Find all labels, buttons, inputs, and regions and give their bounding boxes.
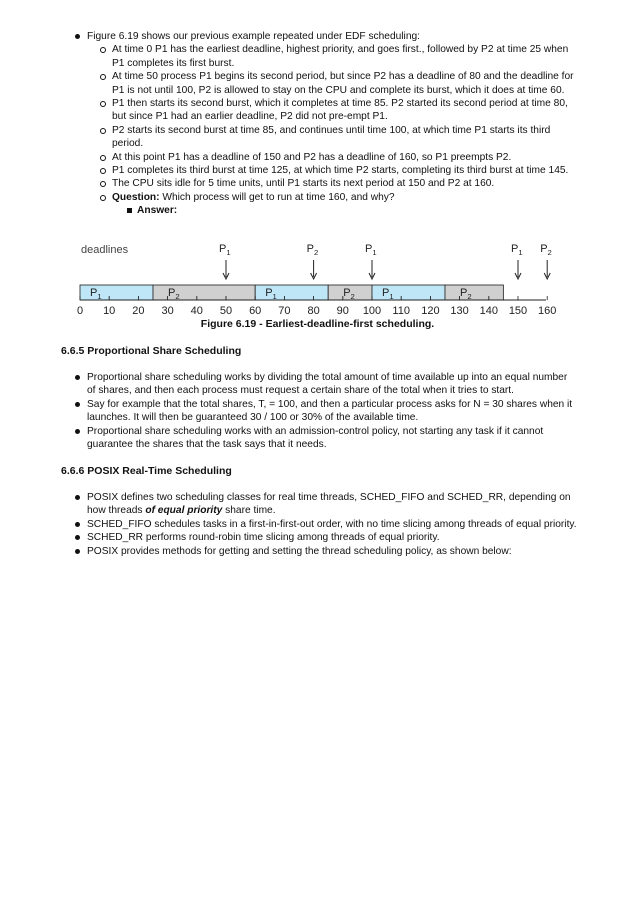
circle-bullet-icon (100, 47, 106, 53)
list-item (0, 124, 635, 151)
edf-item-text: At time 50 process P1 begins its second period, but since P2 has a deadline of 80 and the deadline for P1 is not until 100, P2 is allowed to stay on the CPU and complete its burst, which it does at time 60. (112, 71, 574, 96)
proportional-share-section (0, 371, 635, 451)
edf-intro: Figure 6.19 shows our previous example repeated under EDF scheduling: (87, 31, 420, 42)
list-item-text: SCHED_RR performs round-robin time slicing among threads of equal priority. (87, 532, 440, 544)
edf-section (0, 30, 635, 218)
list-item (0, 371, 635, 398)
circle-bullet-icon (100, 155, 106, 161)
bullet-icon (75, 495, 80, 500)
edf-item-text: At this point P1 has a deadline of 150 and P2 has a deadline of 160, so P1 preempts P2. (112, 151, 512, 163)
deadline-marker-label: $P_2$ (540, 243, 552, 257)
bullet-icon (75, 402, 80, 407)
axis-tick-label: 120 (421, 305, 440, 317)
gantt-segment-p1 (372, 285, 445, 301)
edf-item-text: The CPU sits idle for 5 time units, until P1 starts its next period at 150 and P2 at 160. (112, 178, 495, 190)
axis-tick-label: 100 (362, 305, 382, 317)
circle-bullet-icon (100, 168, 106, 174)
question-label: Question: (112, 191, 160, 203)
deadline-marker-p2 (540, 243, 552, 279)
list-item (0, 425, 635, 452)
list-item (0, 491, 635, 518)
axis-tick-label: 50 (219, 305, 233, 317)
list-item-text: POSIX provides methods for getting and setting the thread scheduling policy, as shown below: (87, 545, 512, 557)
list-item-text: Proportional share scheduling works with an admission-control policy, not starting any task if it cannot guarantee the shares that the task says that it needs. (87, 425, 544, 451)
axis-tick-label: 70 (278, 305, 291, 317)
list-item-text: Proportional share scheduling works by dividing the total amount of time available up into an equal number of shares, and then each process must request a certain share of the total when it tries to start. (87, 372, 568, 397)
circle-bullet-icon (100, 101, 106, 107)
gantt-segment-p2 (445, 285, 503, 301)
list-item-text: POSIX defines two scheduling classes for real time threads, SCHED_FIFO and SCHED_RR, depending on how threads (87, 492, 571, 517)
gantt-bar (445, 285, 503, 300)
deadline-marker-label: $P_2$ (306, 243, 319, 257)
emphasis-text: of equal priority (145, 505, 223, 517)
gantt-segment-label: $P_2$ (460, 287, 472, 301)
list-item (0, 191, 635, 204)
axis-tick-label: 110 (392, 305, 410, 317)
deadline-marker-p1 (511, 243, 523, 279)
answer-label: Answer: (137, 205, 178, 217)
gantt-segment-label: $P_1$ (90, 287, 102, 301)
gantt-segment-p1 (80, 285, 153, 301)
figure-caption: Figure 6.19 - Earliest-deadline-first scheduling. (200, 318, 435, 330)
bullet-icon (75, 34, 80, 39)
bullet-icon (75, 535, 80, 540)
list-item (0, 151, 635, 164)
edf-gantt-figure (0, 234, 635, 318)
deadline-markers (219, 243, 552, 279)
list-item (0, 398, 635, 425)
gantt-segment-p2 (153, 285, 255, 301)
posix-section (0, 491, 635, 558)
circle-bullet-icon (100, 74, 106, 80)
list-item (0, 30, 635, 43)
circle-bullet-icon (100, 128, 106, 134)
list-item (0, 164, 635, 177)
axis-tick-label: 10 (103, 305, 116, 317)
circle-bullet-icon (100, 181, 106, 187)
gantt-segment-label: $P_2$ (168, 287, 180, 301)
gantt-segments (80, 285, 503, 301)
list-item (0, 177, 635, 190)
bullet-icon (75, 375, 80, 380)
deadline-marker-p1 (365, 243, 377, 279)
axis-tick-label: 150 (508, 305, 528, 317)
deadline-marker-p1 (219, 243, 231, 279)
section-heading-6-6-5: 6.6.5 Proportional Share Scheduling (61, 345, 242, 357)
square-bullet-icon (127, 208, 132, 213)
gantt-segment-p1 (255, 285, 328, 301)
deadline-marker-label: $P_1$ (511, 243, 523, 257)
gantt-segment-p2 (328, 285, 372, 301)
axis-tick-label: 60 (249, 305, 262, 317)
edf-item-text: P1 completes its third burst at time 125, at which time P2 starts, completing its third burst at time 145. (112, 165, 569, 177)
deadline-marker-label: $P_1$ (219, 243, 231, 257)
axis-tick-label: 140 (479, 305, 498, 317)
list-item (0, 70, 635, 97)
edf-item-text: At time 0 P1 has the earliest deadline, highest priority, and goes first., followed by P2 at time 25 when P1 completes its first burst. (112, 44, 569, 69)
axis-tick-label: 160 (538, 305, 557, 317)
axis-tick-label: 130 (450, 305, 469, 317)
section-heading-6-6-6: 6.6.6 POSIX Real-Time Scheduling (61, 465, 232, 477)
list-item (0, 204, 635, 217)
gantt-segment-label: $P_1$ (382, 287, 394, 301)
list-item (0, 531, 635, 544)
axis-tick-label: 90 (336, 305, 349, 317)
list-item-text: SCHED_FIFO schedules tasks in a first-in-first-out order, with no time slicing among threads of equal priority. (87, 518, 577, 530)
bullet-icon (75, 522, 80, 527)
gantt-segment-label: $P_2$ (343, 287, 355, 301)
list-item-text: share time. (222, 505, 276, 517)
deadlines-label: deadlines (81, 244, 129, 256)
axis-tick-label: 80 (307, 305, 320, 317)
list-item (0, 545, 635, 558)
list-item (0, 97, 635, 124)
bullet-icon (75, 429, 80, 434)
axis-tick-label: 20 (132, 305, 145, 317)
bullet-icon (75, 549, 80, 554)
gantt-segment-label: $P_1$ (265, 287, 277, 301)
question-text: Which process will get to run at time 160, and why? (159, 191, 395, 203)
list-item (0, 518, 635, 531)
axis-tick-label: 30 (161, 305, 174, 317)
deadline-marker-label: $P_1$ (365, 243, 377, 257)
axis-tick-label: 40 (190, 305, 203, 317)
list-item (0, 43, 635, 70)
edf-item-text: P2 starts its second burst at time 85, and continues until time 100, at which time P1 starts its third period. (112, 124, 551, 150)
list-item-text: Say for example that the total shares, T, = 100, and then a particular process asks for N = 30 shares when it launches. It will then be guaranteed 30 / 100 or 30% of the available time. (87, 398, 573, 424)
deadline-marker-p2 (307, 243, 319, 279)
axis-tick-label: 0 (76, 305, 84, 317)
edf-item-text: P1 then starts its second burst, which it completes at time 85. P2 started its second period at time 80, but since P1 had an earlier deadline, P2 did not pre-empt P1. (112, 98, 568, 123)
circle-bullet-icon (100, 195, 106, 201)
